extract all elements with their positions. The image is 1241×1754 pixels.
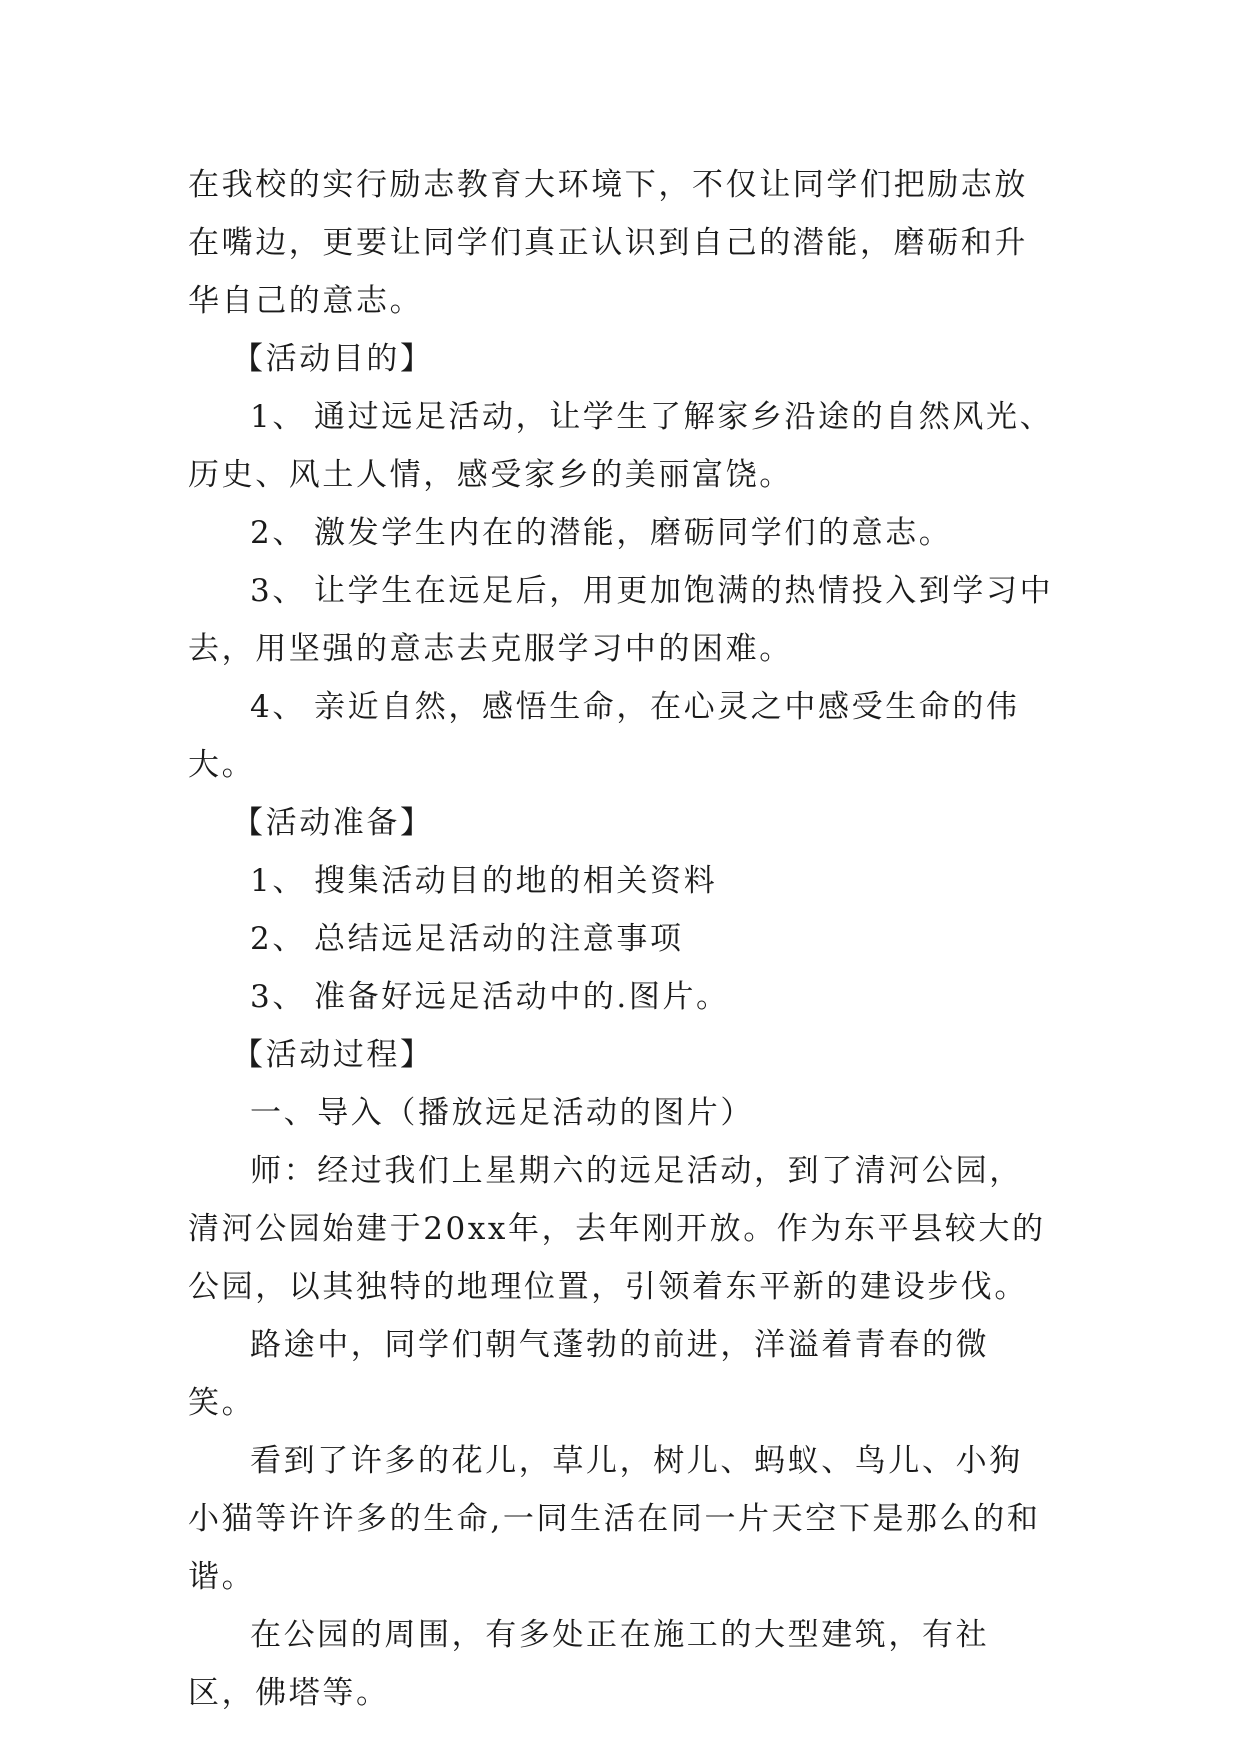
item-number: 3、 bbox=[250, 979, 306, 1015]
prep-item-2 bbox=[188, 910, 1054, 968]
heading-process: 【活动过程】 bbox=[232, 1037, 434, 1073]
process-paragraph-3: 看到了许多的花儿，草儿，树儿、蚂蚁、鸟儿、小狗小猫等许许多的生命,一同生活在同一片天空下是那么的和谐。 bbox=[188, 1443, 1041, 1595]
document-body bbox=[188, 156, 1054, 1722]
purpose-item-1 bbox=[188, 388, 1054, 504]
item-text: 激发学生内在的潜能，磨砺同学们的意志。 bbox=[314, 515, 953, 551]
purpose-item-4 bbox=[188, 678, 1054, 794]
item-text: 总结远足活动的注意事项 bbox=[314, 921, 684, 957]
item-number: 1、 bbox=[250, 863, 306, 899]
process-paragraph-4: 在公园的周围，有多处正在施工的大型建筑，有社区，佛塔等。 bbox=[188, 1617, 990, 1711]
item-text: 搜集活动目的地的相关资料 bbox=[314, 863, 718, 899]
heading-preparation: 【活动准备】 bbox=[232, 805, 434, 841]
item-text: 让学生在远足后，用更加饱满的热情投入到学习中去，用坚强的意志去克服学习中的困难。 bbox=[188, 573, 1054, 667]
item-number: 3、 bbox=[250, 573, 306, 609]
item-number: 1、 bbox=[250, 399, 306, 435]
process-paragraph-2: 路途中，同学们朝气蓬勃的前进，洋溢着青春的微笑。 bbox=[188, 1327, 990, 1421]
heading-purpose: 【活动目的】 bbox=[232, 341, 434, 377]
item-number: 2、 bbox=[250, 515, 306, 551]
item-text: 亲近自然，感悟生命，在心灵之中感受生命的伟大。 bbox=[188, 689, 1020, 783]
prep-item-1 bbox=[188, 852, 1054, 910]
item-number: 4、 bbox=[250, 689, 306, 725]
process-paragraph-1: 师：经过我们上星期六的远足活动，到了清河公园，清河公园始建于20xx年，去年刚开放。作为东平县较大的公园，以其独特的地理位置，引领着东平新的建设步伐。 bbox=[188, 1153, 1046, 1305]
purpose-item-3 bbox=[188, 562, 1054, 678]
prep-item-3 bbox=[188, 968, 1054, 1026]
process-sub-heading: 一、导入（播放远足活动的图片） bbox=[250, 1095, 754, 1131]
item-text: 准备好远足活动中的.图片。 bbox=[314, 979, 730, 1015]
intro-paragraph: 在我校的实行励志教育大环境下，不仅让同学们把励志放在嘴边，更要让同学们真正认识到自己的潜能，磨砺和升华自己的意志。 bbox=[188, 167, 1028, 319]
item-number: 2、 bbox=[250, 921, 306, 957]
item-text: 通过远足活动，让学生了解家乡沿途的自然风光、历史、风土人情，感受家乡的美丽富饶。 bbox=[188, 399, 1054, 493]
purpose-item-2 bbox=[188, 504, 1054, 562]
